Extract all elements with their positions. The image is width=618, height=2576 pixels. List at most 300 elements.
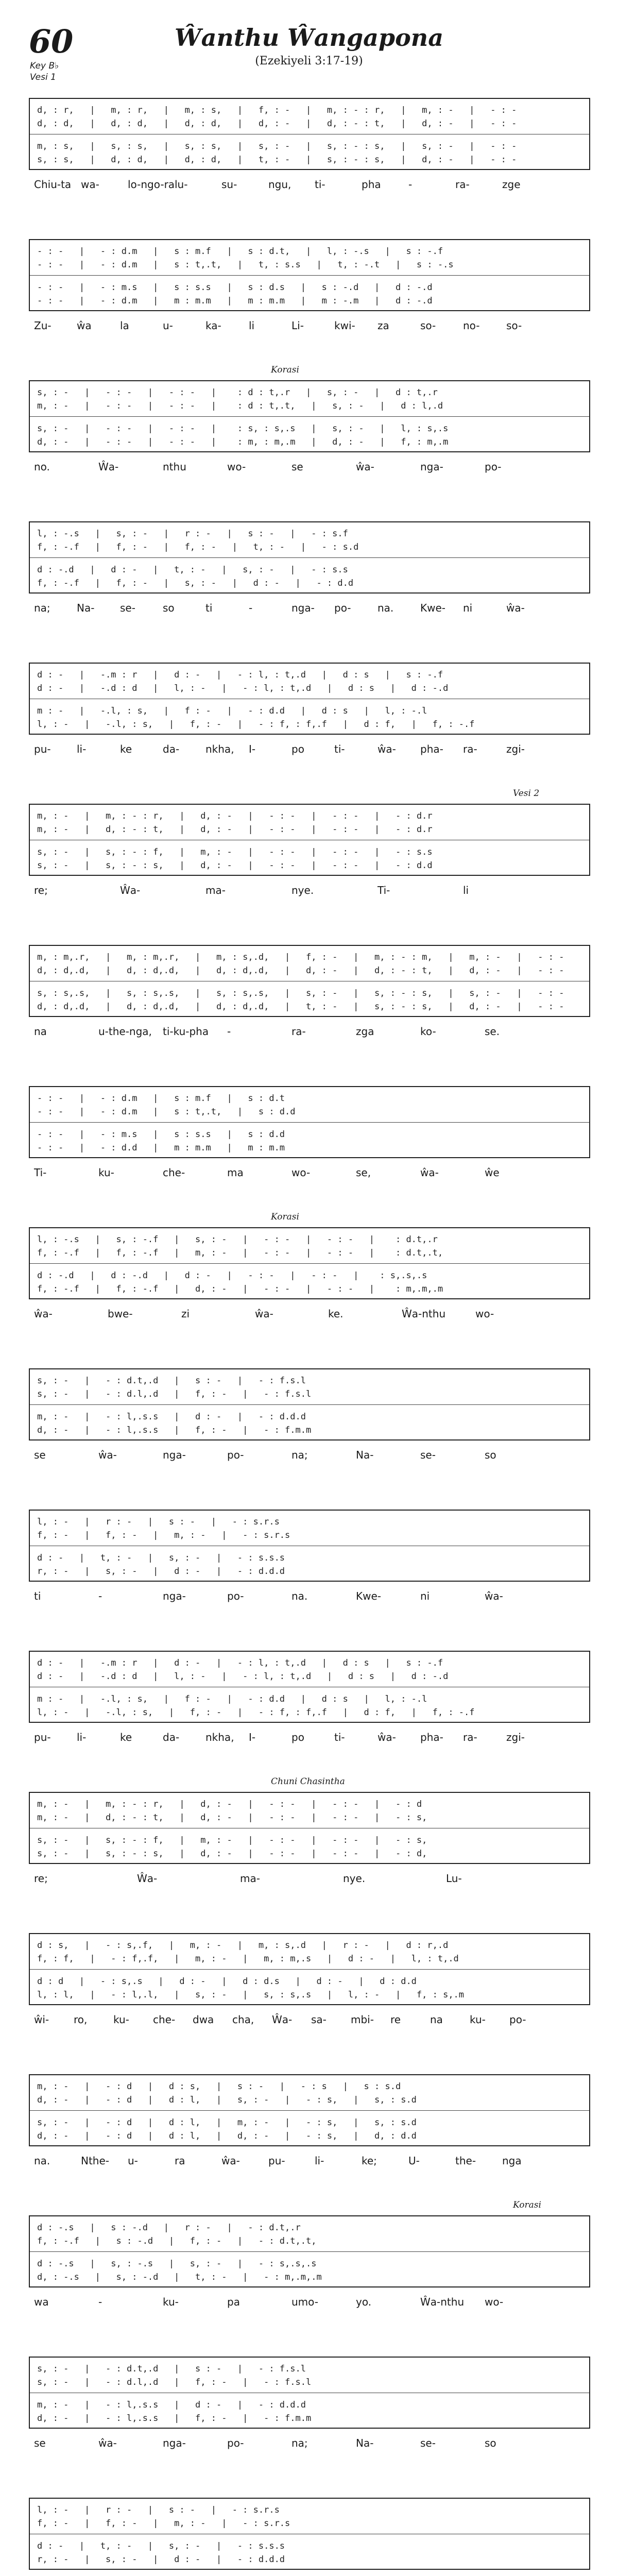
lyric-syllable: Na- [356, 1449, 374, 1461]
lyric-syllable: zga [356, 1025, 374, 1038]
solfa-voice-row: f, : -.f | f, : - | s, : - | d : - | - : d.d [37, 578, 354, 588]
solfa-voice-row: d, : d,.d, | d, : d,.d, | d, : d,.d, | t, : - | s, : - : s, | d, : - | - : - [37, 1002, 564, 1012]
lyric-syllable: na; [34, 602, 50, 614]
music-system [29, 1086, 590, 1189]
solfa-voice-row: m : - | -.l, : s, | f : - | - : d.d | d : s | l, : -.l [37, 1694, 427, 1704]
lyric-syllable: u- [163, 319, 173, 332]
lyric-syllable: da- [163, 743, 180, 755]
lyric-syllable: pu- [34, 1731, 51, 1743]
lyric-syllable: Nthe- [81, 2155, 109, 2167]
lyric-syllable: ti- [315, 178, 325, 191]
lyric-syllable: - [227, 1025, 231, 1038]
lyric-line [29, 1731, 590, 1747]
lyric-syllable: ŵa- [34, 1308, 53, 1320]
lyric-syllable: su- [221, 178, 237, 191]
lyric-syllable: la [120, 319, 129, 332]
solfa-voice-row: l, : - | -.l, : s, | f, : - | - : f, : f,.f | d : f, | f, : -.f [37, 719, 475, 730]
lyric-syllable: che- [153, 2013, 176, 2026]
lyric-syllable: se- [420, 2437, 436, 2449]
lyric-syllable: po- [334, 602, 351, 614]
lyric-syllable: ni [463, 602, 473, 614]
tonic-solfa-staff [29, 663, 590, 735]
solfa-voice-row: f, : - | f, : - | m, : - | - : s.r.s [37, 1530, 290, 1540]
lyric-syllable: wa- [81, 178, 99, 191]
solfa-voice-row: s, : - | - : d.t,.d | s : - | - : f.s.l [37, 2364, 306, 2374]
lyric-syllable: Ŵa- [120, 884, 141, 896]
lyric-syllable: nga- [163, 1590, 186, 1602]
solfa-voice-row: d : - | -.d : d | l, : - | - : l, : t,.d | d : s | d : -.d [37, 683, 449, 693]
solfa-voice-row: l, : -.s | s, : - | r : - | s : - | - : s.f [37, 529, 348, 539]
lyric-syllable: ŵa- [255, 1308, 273, 1320]
staff-divider [30, 1263, 589, 1264]
lyric-syllable: ro, [74, 2013, 88, 2026]
staff-divider [30, 1404, 589, 1405]
lyric-syllable: ti- [334, 1731, 345, 1743]
tonic-solfa-staff [29, 1086, 590, 1158]
solfa-voice-row: d : - | t, : - | s, : - | - : s.s.s [37, 2541, 285, 2551]
lyric-syllable: se. [485, 1025, 500, 1038]
music-system [29, 521, 590, 624]
lyric-syllable: Ŵa- [137, 1872, 158, 1885]
music-system [29, 788, 590, 907]
tonic-solfa-staff [29, 239, 590, 311]
solfa-voice-row: d : -.s | s, : -.s | s, : - | - : s,.s,.s [37, 2259, 317, 2269]
lyric-syllable: ra- [463, 1731, 477, 1743]
lyric-syllable: po [291, 743, 304, 755]
section-marker: Korasi [271, 1212, 299, 1222]
lyric-syllable: ku- [163, 2296, 179, 2308]
music-system [29, 2498, 590, 2576]
lyric-syllable: po- [227, 1590, 244, 1602]
solfa-voice-row: d, : - | - : l,.s.s | f, : - | - : f.m.m [37, 1425, 312, 1435]
lyric-syllable: nkha, [205, 743, 234, 755]
lyric-syllable: ke; [362, 2155, 377, 2167]
lyric-line [29, 2296, 590, 2311]
lyric-syllable: u-the-nga, [98, 1025, 152, 1038]
lyric-syllable: po [291, 1731, 304, 1743]
lyric-syllable: kwi- [334, 319, 355, 332]
solfa-voice-row: m, : - | m, : - : r, | d, : - | - : - | - : - | - : d.r [37, 811, 433, 821]
section-marker: Korasi [513, 2200, 541, 2210]
lyric-syllable: li [463, 884, 469, 896]
lyric-syllable: na; [291, 1449, 308, 1461]
solfa-voice-row: s, : - | s, : - : s, | d, : - | - : - | - : - | - : d.d [37, 860, 433, 871]
solfa-voice-row: l, : - | r : - | s : - | - : s.r.s [37, 1517, 280, 1527]
solfa-voice-row: s, : - | - : d.l,.d | f, : - | - : f.s.l [37, 1389, 312, 1399]
lyric-syllable: ŵa- [485, 1590, 503, 1602]
solfa-voice-row: s, : s,.s, | s, : s,.s, | s, : s,.s, | s, : - | s, : - : s, | s, : - | - : - [37, 988, 564, 998]
lyric-syllable: pa [227, 2296, 240, 2308]
solfa-voice-row: d : -.s | s : -.d | r : - | - : d.t,.r [37, 2223, 301, 2233]
lyric-syllable: Ti- [377, 884, 390, 896]
lyric-syllable: na. [377, 602, 394, 614]
staff-divider [30, 1122, 589, 1123]
music-system [29, 1651, 590, 1754]
lyric-syllable: wo- [475, 1308, 494, 1320]
solfa-voice-row: m, : - | - : l,.s.s | d : - | - : d.d.d [37, 2400, 306, 2410]
music-system [29, 1212, 590, 1330]
solfa-voice-row: d, : - | - : d | d : l, | s, : - | - : s, | s, : s.d [37, 2095, 417, 2105]
solfa-voice-row: d : - | -.m : r | d : - | - : l, : t,.d | d : s | s : -.f [37, 670, 443, 680]
solfa-voice-row: m, : - | m, : - : r, | d, : - | - : - | - : - | - : d [37, 1799, 422, 1809]
lyric-line [29, 1590, 590, 1605]
solfa-voice-row: l, : -.s | s, : -.f | s, : - | - : - | - : - | : d.t,.r [37, 1234, 438, 1245]
tonic-solfa-staff [29, 1933, 590, 2005]
music-system [29, 945, 590, 1048]
solfa-voice-row: f, : - | f, : - | m, : - | - : s.r.s [37, 2518, 290, 2529]
lyric-syllable: ŵa- [506, 602, 525, 614]
lyric-syllable: nga- [163, 1449, 186, 1461]
section-marker: Korasi [271, 365, 299, 375]
lyric-line [29, 2155, 590, 2170]
tonic-solfa-staff [29, 2215, 590, 2287]
solfa-voice-row: s, : - | - : d.l,.d | f, : - | - : f.s.l [37, 2377, 312, 2387]
lyric-syllable: se [34, 1449, 46, 1461]
lyric-syllable: nye. [343, 1872, 366, 1885]
lyric-line [29, 1308, 590, 1323]
lyric-syllable: wo- [291, 1166, 311, 1179]
solfa-voice-row: - : - | - : m.s | s : s.s | s : d.s | s : -.d | d : -.d [37, 282, 433, 293]
lyric-syllable: mbi- [351, 2013, 374, 2026]
lyric-syllable: ŵa- [356, 461, 374, 473]
lyric-syllable: se [34, 2437, 46, 2449]
solfa-voice-row: f, : -.f | f, : -.f | d, : - | - : - | - : - | : m,.m,.m [37, 1284, 443, 1294]
lyric-syllable: za [377, 319, 389, 332]
lyric-syllable: I- [249, 1731, 256, 1743]
lyric-syllable: so [163, 602, 175, 614]
tonic-solfa-staff [29, 1651, 590, 1723]
solfa-voice-row: - : - | - : d.m | s : m.f | s : d.t, | l, : -.s | s : -.f [37, 246, 443, 257]
key-signature: Key B♭ [30, 61, 59, 71]
lyric-syllable: zi [181, 1308, 190, 1320]
music-system [29, 2357, 590, 2460]
lyric-syllable: ma [227, 1166, 244, 1179]
tonic-solfa-staff [29, 98, 590, 170]
lyric-line [29, 319, 590, 335]
lyric-syllable: na; [291, 2437, 308, 2449]
lyric-syllable: li- [77, 1731, 87, 1743]
scripture-reference: (Ezekiyeli 3:17-19) [255, 55, 363, 67]
staff-divider [30, 416, 589, 417]
lyric-syllable: U- [408, 2155, 420, 2167]
lyric-syllable: nga- [163, 2437, 186, 2449]
solfa-voice-row: - : - | - : m.s | s : s.s | s : d.d [37, 1129, 285, 1140]
tonic-solfa-staff [29, 2498, 590, 2570]
lyric-syllable: se- [420, 1449, 436, 1461]
lyric-syllable: na [430, 2013, 443, 2026]
tonic-solfa-staff [29, 380, 590, 452]
solfa-voice-row: d, : d,.d, | d, : d,.d, | d, : d,.d, | d, : - | d, : - : t, | d, : - | - : - [37, 965, 564, 976]
music-system [29, 1776, 590, 1895]
lyric-syllable: ŵa- [377, 743, 396, 755]
solfa-voice-row: s, : - | - : d.t,.d | s : - | - : f.s.l [37, 1376, 306, 1386]
lyric-syllable: bwe- [108, 1308, 133, 1320]
lyric-syllable: zgi- [506, 743, 525, 755]
lyric-syllable: wo- [485, 2296, 504, 2308]
lyric-syllable: pu- [268, 2155, 285, 2167]
lyric-syllable: nga- [291, 602, 315, 614]
lyric-syllable: nthu [163, 461, 186, 473]
solfa-voice-row: s, : - | s, : - : s, | d, : - | - : - | - : - | - : d, [37, 1849, 427, 1859]
music-system [29, 98, 590, 201]
lyric-syllable: da- [163, 1731, 180, 1743]
solfa-voice-row: d : - | -.d : d | l, : - | - : l, : t,.d | d : s | d : -.d [37, 1671, 449, 1682]
lyric-syllable: che- [163, 1166, 185, 1179]
staff-divider [30, 275, 589, 276]
lyric-syllable: ku- [470, 2013, 486, 2026]
music-system [29, 1368, 590, 1471]
solfa-voice-row: m, : - | d, : - : t, | d, : - | - : - | - : - | - : d.r [37, 824, 433, 835]
music-system [29, 1933, 590, 2036]
lyric-line [29, 1872, 590, 1888]
lyric-syllable: Ŵa- [98, 461, 119, 473]
lyric-syllable: Kwe- [420, 602, 445, 614]
lyric-syllable: Na- [356, 2437, 374, 2449]
tonic-solfa-staff [29, 521, 590, 594]
lyric-syllable: pha- [420, 743, 443, 755]
solfa-voice-row: s, : s, | d, : d, | d, : d, | t, : - | s, : - : s, | d, : - | - : - [37, 155, 517, 165]
solfa-voice-row: m, : - | d, : - : t, | d, : - | - : - | - : - | - : s, [37, 1812, 427, 1823]
lyric-syllable: ke [120, 743, 132, 755]
solfa-voice-row: m, : s, | s, : s, | s, : s, | s, : - | s, : - : s, | s, : - | - : - [37, 141, 517, 151]
lyric-line [29, 1166, 590, 1182]
solfa-voice-row: m, : - | - : - | - : - | : d : t,.t, | s, : - | d : l,.d [37, 401, 443, 411]
lyric-syllable: nkha, [205, 1731, 234, 1743]
lyric-syllable: nga- [420, 461, 443, 473]
lyric-syllable: ra- [463, 743, 477, 755]
lyric-syllable: zge [502, 178, 521, 191]
staff-divider [30, 557, 589, 558]
lyric-syllable: no- [463, 319, 480, 332]
lyric-syllable: the- [455, 2155, 476, 2167]
lyric-syllable: ŵa- [377, 1731, 396, 1743]
solfa-voice-row: l, : - | r : - | s : - | - : s.r.s [37, 2505, 280, 2515]
lyric-syllable: ma- [240, 1872, 260, 1885]
lyric-syllable: ŵa- [98, 1449, 117, 1461]
lyric-syllable: ti [34, 1590, 41, 1602]
lyric-syllable: - [98, 2296, 102, 2308]
lyric-syllable: po- [227, 1449, 244, 1461]
solfa-voice-row: l, : - | -.l, : s, | f, : - | - : f, : f,.f | d : f, | f, : -.f [37, 1707, 475, 1718]
solfa-voice-row: d : - | t, : - | s, : - | - : s.s.s [37, 1553, 285, 1563]
verse-label: Vesi 1 [30, 72, 56, 82]
lyric-syllable: - [408, 178, 413, 191]
lyric-syllable: nye. [291, 884, 314, 896]
solfa-voice-row: d : - | -.m : r | d : - | - : l, : t,.d | d : s | s : -.f [37, 1658, 443, 1668]
lyric-syllable: pu- [34, 743, 51, 755]
lyric-syllable: re; [34, 1872, 48, 1885]
solfa-voice-row: s, : - | s, : - : f, | m, : - | - : - | - : - | - : s, [37, 1835, 427, 1845]
lyric-syllable: Zu- [34, 319, 52, 332]
lyric-syllable: ni [420, 1590, 430, 1602]
lyric-line [29, 2437, 590, 2452]
hymn-title: Ŵanthu Ŵangapona [174, 24, 444, 52]
lyric-syllable: ko- [420, 1025, 436, 1038]
lyric-syllable: so- [420, 319, 436, 332]
lyric-syllable: se, [356, 1166, 371, 1179]
lyric-syllable: ku- [98, 1166, 114, 1179]
hymn-number: 60 [29, 23, 74, 60]
solfa-voice-row: l, : l, | - : l,.l, | s, : - | s, : s,.s | l, : - | f, : s,.m [37, 1990, 465, 2000]
lyric-line [29, 2013, 590, 2029]
lyric-line [29, 1449, 590, 1464]
lyric-syllable: ra- [291, 1025, 306, 1038]
lyric-syllable: sa- [311, 2013, 327, 2026]
lyric-syllable: ti- [334, 743, 345, 755]
lyric-syllable: dwa [193, 2013, 214, 2026]
solfa-voice-row: d : d | - : s,.s | d : - | d : d.s | d : - | d : d.d [37, 1976, 417, 1987]
lyric-syllable: po- [227, 2437, 244, 2449]
staff-divider [30, 2251, 589, 2252]
lyric-syllable: ŵi- [34, 2013, 49, 2026]
solfa-voice-row: f, : -.f | f, : -.f | m, : - | - : - | - : - | : d.t,.t, [37, 1248, 443, 1258]
lyric-syllable: no. [34, 461, 50, 473]
music-system [29, 663, 590, 766]
solfa-voice-row: - : - | - : d.m | s : t,.t, | s : d.d [37, 1107, 296, 1117]
lyric-syllable: ra [175, 2155, 185, 2167]
lyric-syllable: zgi- [506, 1731, 525, 1743]
lyric-syllable: po- [485, 461, 502, 473]
lyric-syllable: so [485, 1449, 496, 1461]
lyric-syllable: li- [315, 2155, 324, 2167]
solfa-voice-row: d, : d, | d, : d, | d, : d, | d, : - | d, : - : t, | d, : - | - : - [37, 118, 517, 129]
lyric-syllable: ke. [328, 1308, 344, 1320]
tonic-solfa-staff [29, 1368, 590, 1440]
solfa-voice-row: m, : - | - : d | d : s, | s : - | - : s | s : s.d [37, 2081, 401, 2092]
solfa-voice-row: s, : - | - : - | - : - | : s, : s,.s | s, : - | l, : s,.s [37, 423, 449, 434]
lyric-syllable: re; [34, 884, 48, 896]
lyric-syllable: nga [502, 2155, 522, 2167]
solfa-voice-row: d, : - | - : l,.s.s | f, : - | - : f.m.m [37, 2413, 312, 2424]
lyric-syllable: u- [128, 2155, 138, 2167]
solfa-voice-row: d : -.d | d : - | t, : - | s, : - | - : s.s [37, 565, 348, 575]
lyric-syllable: ŵa [77, 319, 92, 332]
lyric-syllable: lo-ngo-ra [128, 178, 175, 191]
tonic-solfa-staff [29, 2357, 590, 2429]
solfa-voice-row: d, : -.s | s, : -.d | t, : - | - : m,.m,.m [37, 2272, 322, 2282]
lyric-syllable: ŵa- [98, 2437, 117, 2449]
music-system [29, 2074, 590, 2177]
lyric-line [29, 602, 590, 617]
solfa-voice-row: r, : - | s, : - | d : - | - : d.d.d [37, 1566, 285, 1577]
solfa-voice-row: - : - | - : d.m | s : m.f | s : d.t [37, 1093, 285, 1104]
solfa-voice-row: m, : - | - : l,.s.s | d : - | - : d.d.d [37, 1412, 306, 1422]
lyric-syllable: na. [291, 1590, 308, 1602]
lyric-syllable: na. [34, 2155, 50, 2167]
solfa-voice-row: f, : -.f | s : -.d | f, : - | - : d.t,.t, [37, 2236, 317, 2246]
music-system [29, 365, 590, 483]
lyric-syllable: ke [120, 1731, 132, 1743]
lyric-syllable: ti-ku-pha [163, 1025, 209, 1038]
lyric-syllable: ŵa- [221, 2155, 240, 2167]
lyric-syllable: I- [249, 743, 256, 755]
lyric-syllable: yo. [356, 2296, 372, 2308]
lyric-syllable: ŵa- [420, 1166, 439, 1179]
lyric-syllable: Kwe- [356, 1590, 381, 1602]
lyric-syllable: se- [120, 602, 135, 614]
lyric-syllable: ti [205, 602, 213, 614]
section-marker: Chuni Chasintha [271, 1776, 345, 1787]
solfa-voice-row: d, : - | - : d | d : l, | d, : - | - : s, | d, : d.d [37, 2131, 417, 2141]
solfa-voice-row: - : - | - : d.m | s : t,.t, | t, : s.s | t, : -.t | s : -.s [37, 260, 454, 270]
tonic-solfa-staff [29, 804, 590, 876]
solfa-voice-row: s, : - | - : - | - : - | : d : t,.r | s, : - | d : t,.r [37, 387, 438, 398]
lyric-syllable: Ŵa-nthu [402, 1308, 446, 1320]
lyric-syllable: - [249, 602, 253, 614]
lyric-syllable: ma- [205, 884, 226, 896]
tonic-solfa-staff [29, 1227, 590, 1299]
lyric-syllable: ra- [455, 178, 470, 191]
lyric-syllable: se [291, 461, 303, 473]
lyric-syllable: li- [77, 743, 87, 755]
lyric-syllable: ngu, [268, 178, 291, 191]
solfa-voice-row: - : - | - : d.m | m : m.m | m : m.m | m : -.m | d : -.d [37, 296, 433, 306]
lyric-syllable: so [485, 2437, 496, 2449]
lyric-syllable: - [98, 1590, 102, 1602]
lyric-syllable: pha- [420, 1731, 443, 1743]
section-marker: Vesi 2 [513, 788, 540, 799]
lyric-syllable: wa [34, 2296, 49, 2308]
solfa-voice-row: d : -.d | d : -.d | d : - | - : - | - : - | : s,.s,.s [37, 1270, 427, 1281]
lyric-syllable: ku- [113, 2013, 129, 2026]
solfa-voice-row: r, : - | s, : - | d : - | - : d.d.d [37, 2554, 285, 2565]
lyric-syllable: Chiu-ta [34, 178, 72, 191]
lyric-line [29, 1025, 590, 1041]
lyric-line [29, 884, 590, 900]
solfa-voice-row: d : s, | - : s,.f, | m, : - | m, : s,.d | r : - | d : r,.d [37, 1940, 449, 1951]
lyric-syllable: Na- [77, 602, 95, 614]
lyric-syllable: re [390, 2013, 401, 2026]
music-system [29, 1510, 590, 1613]
lyric-syllable: li [249, 319, 255, 332]
lyric-syllable: Ŵa-nthu [420, 2296, 465, 2308]
lyric-syllable: lu- [175, 178, 188, 191]
lyric-syllable: wo- [227, 461, 246, 473]
tonic-solfa-staff [29, 1510, 590, 1582]
solfa-voice-row: - : - | - : d.d | m : m.m | m : m.m [37, 1143, 285, 1153]
lyric-line [29, 461, 590, 476]
staff-divider [30, 1969, 589, 1970]
solfa-voice-row: s, : - | s, : - : f, | m, : - | - : - | - : - | - : s.s [37, 847, 433, 857]
solfa-voice-row: f, : f, | - : f,.f, | m, : - | m, : m,.s | d : - | l, : t,.d [37, 1954, 459, 1964]
tonic-solfa-staff [29, 1792, 590, 1864]
solfa-voice-row: d, : - | - : - | - : - | : m, : m,.m | d, : - | f, : m,.m [37, 437, 449, 447]
solfa-voice-row: m, : m,.r, | m, : m,.r, | m, : s,.d, | f, : - | m, : - : m, | m, : - | - : - [37, 952, 564, 962]
lyric-syllable: po- [509, 2013, 526, 2026]
lyric-line [29, 178, 590, 194]
lyric-syllable: Li- [291, 319, 304, 332]
lyric-syllable: ka- [205, 319, 221, 332]
lyric-syllable: so- [506, 319, 522, 332]
lyric-syllable: na [34, 1025, 47, 1038]
staff-divider [30, 2110, 589, 2111]
lyric-syllable: Lu- [446, 1872, 462, 1885]
music-system [29, 239, 590, 342]
tonic-solfa-staff [29, 945, 590, 1017]
lyric-line [29, 743, 590, 758]
lyric-syllable: umo- [291, 2296, 318, 2308]
solfa-voice-row: d, : r, | m, : r, | m, : s, | f, : - | m, : - : r, | m, : - | - : - [37, 105, 517, 115]
tonic-solfa-staff [29, 2074, 590, 2146]
solfa-voice-row: s, : - | - : d | d : l, | m, : - | - : s, | s, : s.d [37, 2117, 417, 2128]
lyric-syllable: Ŵa- [272, 2013, 293, 2026]
lyric-syllable: pha [362, 178, 381, 191]
lyric-syllable: ŵe [485, 1166, 500, 1179]
lyric-syllable: Ti- [34, 1166, 47, 1179]
solfa-voice-row: f, : -.f | f, : - | f, : - | t, : - | - : s.d [37, 542, 359, 552]
music-system [29, 2200, 590, 2318]
solfa-voice-row: m : - | -.l, : s, | f : - | - : d.d | d : s | l, : -.l [37, 706, 427, 716]
